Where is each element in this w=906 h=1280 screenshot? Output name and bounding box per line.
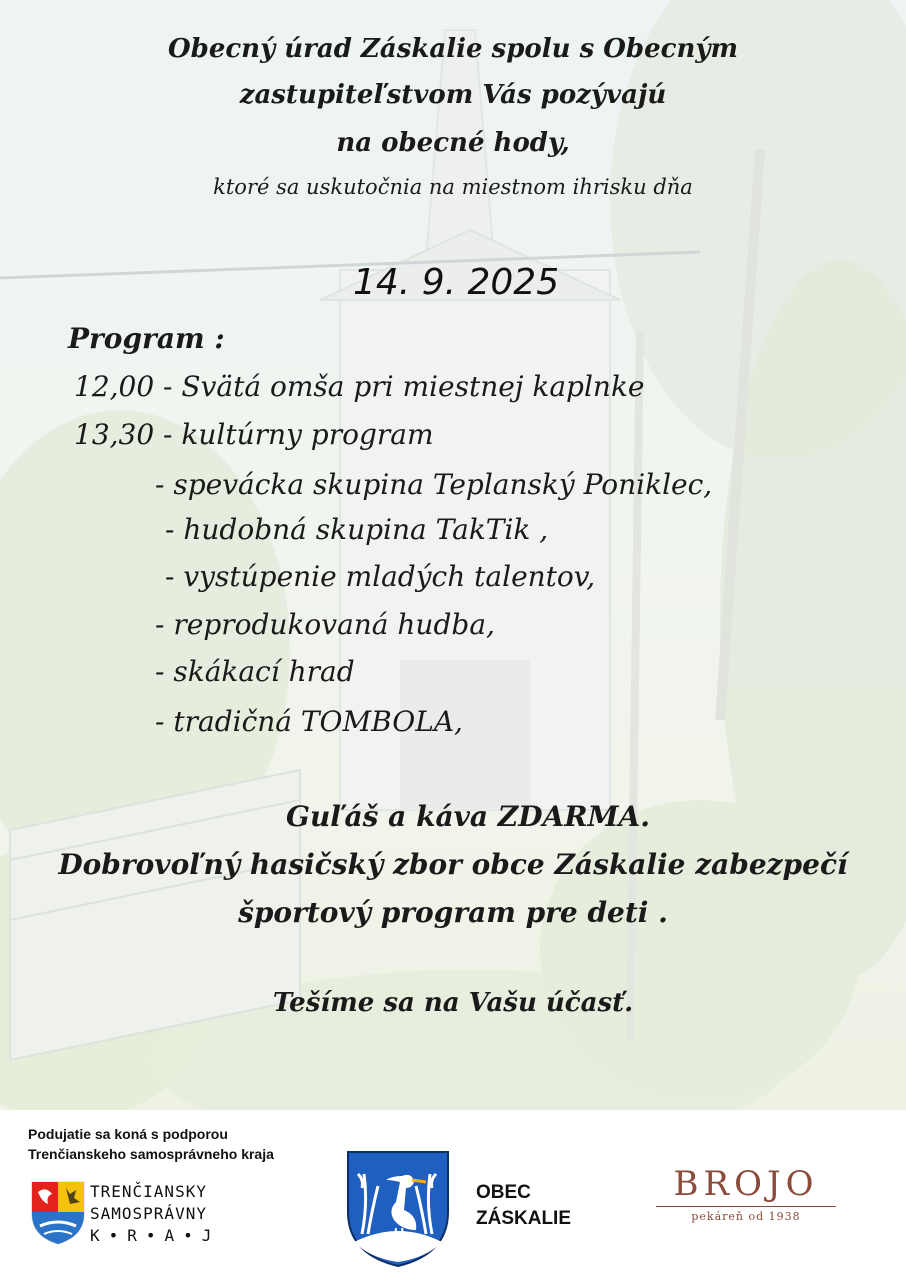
closing-line: Tešíme sa na Vašu účasť. bbox=[272, 988, 634, 1018]
program-item: - hudobná skupina TakTik , bbox=[165, 513, 549, 546]
program-item: - skákací hrad bbox=[155, 655, 355, 688]
support-note-line-2: Trenčianskeho samosprávneho kraja bbox=[28, 1146, 274, 1162]
invitation-line-2: zastupiteľstvom Vás pozývajú bbox=[239, 80, 667, 110]
tsk-logo-line-2: SAMOSPRÁVNY bbox=[90, 1204, 207, 1223]
tsk-logo-line-1: TRENČIANSKY bbox=[90, 1182, 207, 1201]
tsk-logo-line-3: K•R•A•J bbox=[90, 1226, 221, 1245]
sponsor-logo-name: BROJO bbox=[673, 1164, 819, 1204]
program-item: 12,00 - Svätá omša pri miestnej kaplnke bbox=[74, 370, 645, 403]
municipality-name-line-2: ZÁSKALIE bbox=[476, 1208, 571, 1229]
invitation-line-3: na obecné hody, bbox=[336, 128, 570, 158]
support-note-line-1: Podujatie sa koná s podporou bbox=[28, 1126, 228, 1142]
program-item: - vystúpenie mladých talentov, bbox=[165, 560, 596, 593]
program-heading: Program : bbox=[68, 322, 225, 355]
invitation-line-1: Obecný úrad Záskalie spolu s Obecným bbox=[167, 34, 739, 64]
program-item: - reprodukovaná hudba, bbox=[155, 608, 495, 641]
sponsor-logo-divider bbox=[656, 1206, 836, 1207]
kids-program-line: športový program pre deti . bbox=[238, 896, 668, 929]
sponsor-footer bbox=[0, 1110, 906, 1280]
free-food-line: Guľáš a káva ZDARMA. bbox=[286, 800, 650, 833]
program-item: - tradičná TOMBOLA, bbox=[155, 705, 463, 738]
tsk-emblem-icon bbox=[28, 1178, 88, 1246]
stork-crest-icon bbox=[346, 1150, 450, 1268]
sponsor-logo-tagline: pekáreň od 1938 bbox=[691, 1210, 801, 1223]
invitation-venue-line: ktoré sa uskutočnia na miestnom ihrisku dňa bbox=[213, 175, 693, 199]
municipality-name-line-1: OBEC bbox=[476, 1182, 531, 1203]
fire-brigade-line: Dobrovoľný hasičský zbor obce Záskalie zabezpečí bbox=[58, 848, 848, 881]
program-item: - spevácka skupina Teplanský Poniklec, bbox=[155, 468, 713, 501]
program-item: 13,30 - kultúrny program bbox=[74, 418, 434, 451]
event-date: 14. 9. 2025 bbox=[353, 262, 560, 303]
